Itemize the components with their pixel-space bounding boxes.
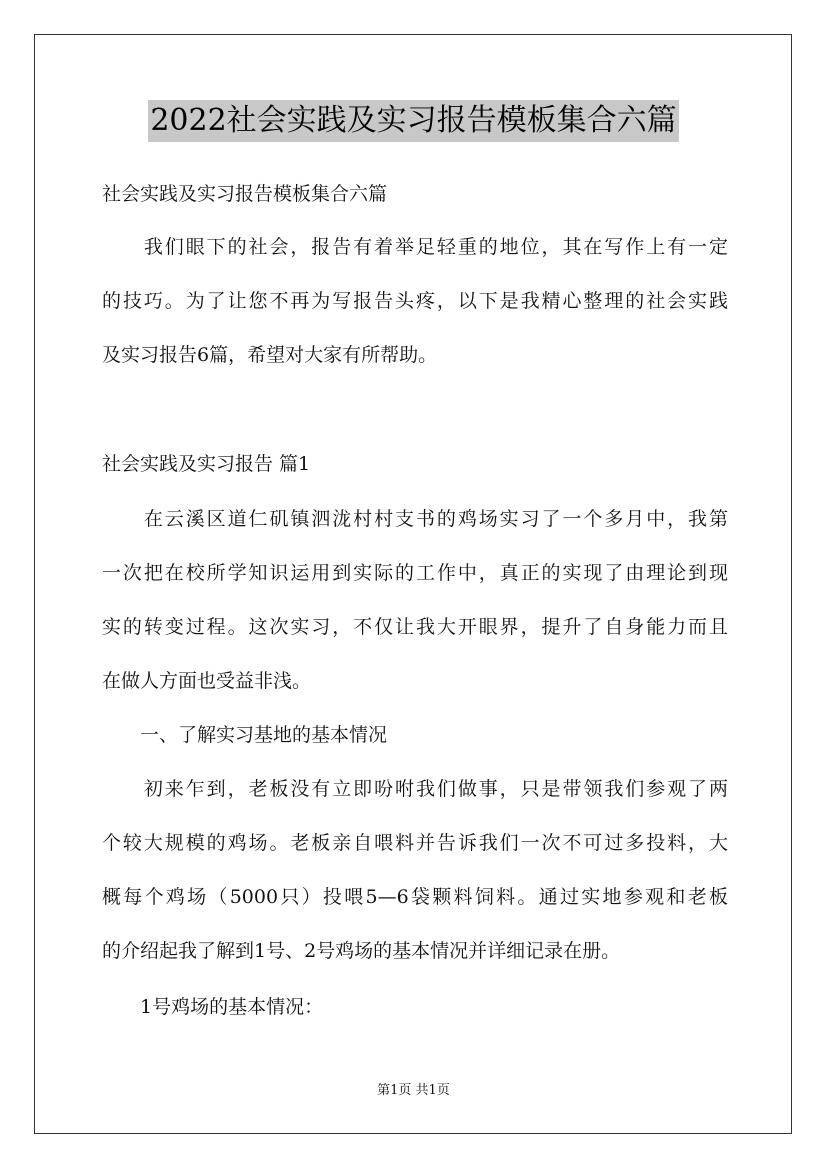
section-heading: 社会实践及实习报告 篇1: [102, 453, 311, 475]
paragraph-line: 及实习报告6篇，希望对大家有所帮助。: [102, 344, 438, 366]
paragraph-line: 概每个鸡场（5000只）投喂5—6袋颗料饲料。通过实地参观和老板: [102, 886, 728, 908]
paragraph-line: 个较大规模的鸡场。老板亲自喂料并告诉我们一次不可过多投料，大: [102, 832, 728, 854]
paragraph-line: 我们眼下的社会，报告有着举足轻重的地位，其在写作上有一定: [102, 236, 728, 258]
paragraph-line: 在云溪区道仁矶镇泗泷村村支书的鸡场实习了一个多月中，我第: [102, 508, 728, 530]
title-wrapper: [0, 100, 827, 142]
paragraph-line: 1号鸡场的基本情况：: [102, 996, 324, 1018]
subsection-heading: 一、了解实习基地的基本情况: [102, 724, 388, 746]
paragraph-line: 实的转变过程。这次实习，不仅让我大开眼界，提升了自身能力而且: [102, 616, 728, 638]
subtitle-line: 社会实践及实习报告模板集合六篇: [102, 183, 388, 205]
paragraph-line: 的技巧。为了让您不再为写报告头疼，以下是我精心整理的社会实践: [102, 290, 728, 312]
paragraph-line: 的介绍起我了解到1号、2号鸡场的基本情况并详细记录在册。: [102, 940, 621, 962]
paragraph-line: 初来乍到，老板没有立即吩咐我们做事，只是带领我们参观了两: [102, 778, 728, 800]
paragraph-line: 在做人方面也受益非浅。: [102, 670, 312, 692]
paragraph-line: 一次把在校所学知识运用到实际的工作中，真正的实现了由理论到现: [102, 562, 728, 584]
page-footer: 第1页 共1页: [377, 1083, 450, 1098]
document-title: 2022社会实践及实习报告模板集合六篇: [148, 100, 678, 142]
